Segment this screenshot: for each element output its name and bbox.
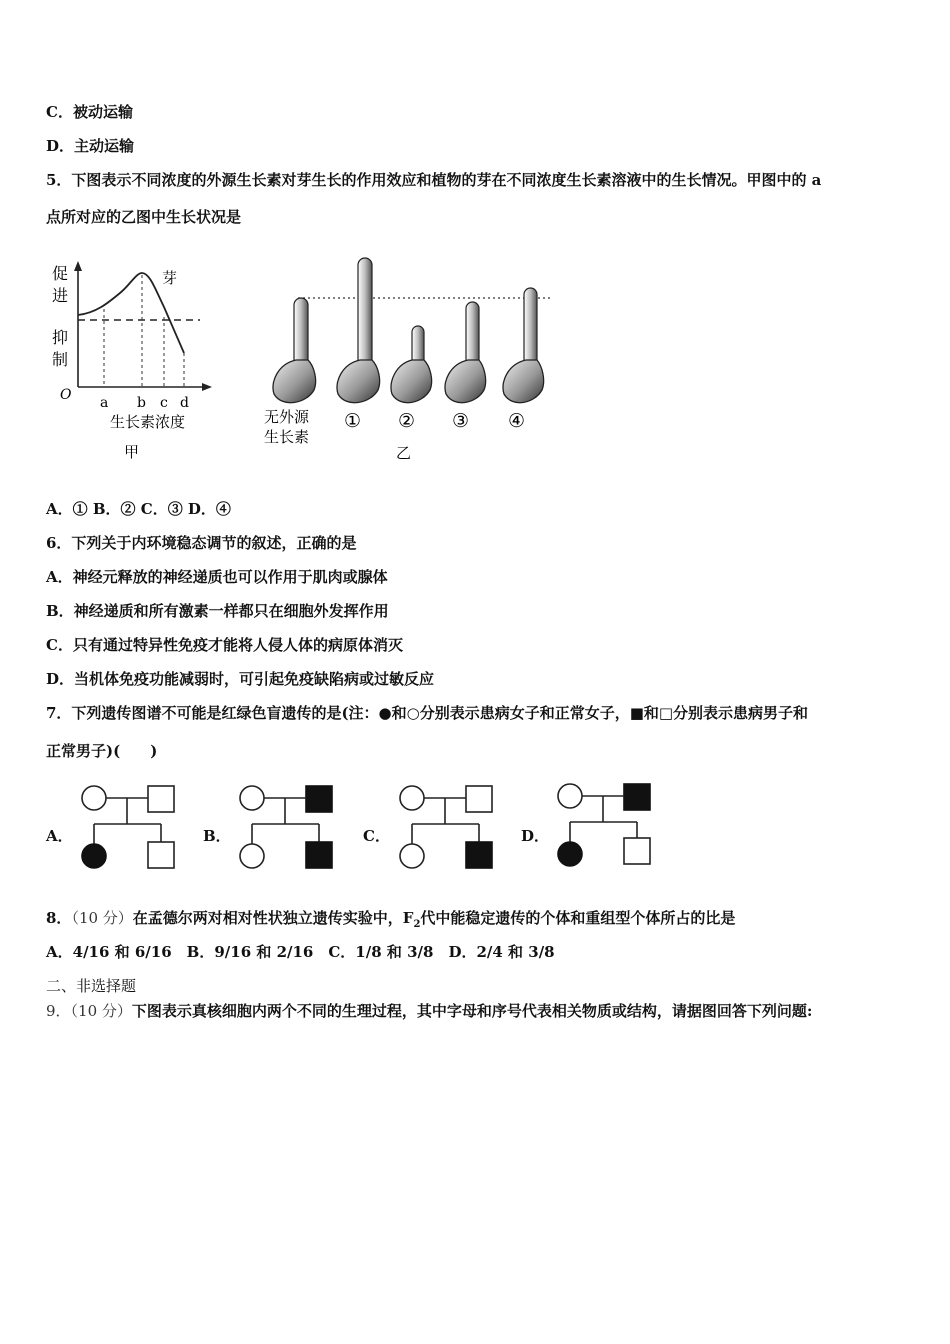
tick-b: b	[137, 395, 146, 411]
pedigree-a	[78, 782, 182, 874]
pedigree-b-label: B．	[203, 827, 231, 845]
seedling-number-3: ③	[452, 410, 470, 432]
q8-stem-post: 代中能稳定遗传的个体和重组型个体所占的比是	[420, 909, 736, 927]
mother-normal-female	[400, 786, 424, 810]
q8-score: （10 分）	[71, 909, 133, 927]
q8-subscript: 2	[413, 919, 421, 930]
figure-jia-caption: 甲	[124, 443, 140, 461]
figure-yi-seedlings	[262, 252, 562, 467]
seedling-control	[273, 298, 316, 403]
seedling-1	[337, 258, 380, 403]
x-axis-arrow	[202, 383, 212, 391]
q6-stem: 6．下列关于内环境稳态调节的叙述，正确的是	[46, 534, 357, 552]
son-normal-male	[148, 842, 174, 868]
q6-option-b: B．神经递质和所有激素一样都只在细胞外发挥作用	[46, 602, 389, 620]
x-axis-label: 生长素浓度	[110, 413, 186, 431]
tick-d: d	[180, 395, 189, 411]
q9-stem	[46, 1001, 812, 1021]
q5-stem-line2: 点所对应的乙图中生长状况是	[46, 208, 242, 226]
y-axis-arrow	[74, 261, 82, 271]
origin-label: O	[60, 387, 72, 403]
q5-options: A．① B．② C．③ D．④	[46, 500, 231, 518]
father-normal-male	[148, 786, 174, 812]
q6-option-d: D．当机体免疫功能减弱时，可引起免疫缺陷病或过敏反应	[46, 670, 435, 688]
pedigree-b	[236, 782, 340, 874]
son-affected-male	[466, 842, 492, 868]
curve-label-bud: 芽	[162, 269, 178, 287]
q6-option-a: A．神经元释放的神经递质也可以作用于肌肉或腺体	[46, 568, 388, 586]
pedigree-c-label: C．	[363, 827, 390, 845]
daughter-affected-female	[82, 844, 106, 868]
q4-option-c: C．被动运输	[46, 103, 133, 121]
seedling-3	[445, 302, 486, 403]
q9-number: 9．	[46, 1002, 71, 1020]
tick-a: a	[100, 395, 109, 411]
control-label-line1: 无外源	[264, 408, 310, 426]
daughter-normal-female	[240, 844, 264, 868]
son-affected-male	[306, 842, 332, 868]
seedling-number-1: ①	[344, 410, 362, 432]
q8-stem	[46, 908, 735, 935]
father-normal-male	[466, 786, 492, 812]
pedigree-c	[396, 782, 500, 874]
mother-normal-female	[82, 786, 106, 810]
pedigree-d	[554, 780, 658, 872]
q5-stem-line1: 5．下图表示不同浓度的外源生长素对芽生长的作用效应和植物的芽在不同浓度生长素溶液中的生长情况。甲图中的 a	[46, 171, 822, 189]
q9-stem-text: 下图表示真核细胞内两个不同的生理过程，其中字母和序号代表相关物质或结构，请据图回答下列问题:	[131, 1002, 813, 1020]
q7-stem-line1: 7．下列遗传图谱不可能是红绿色盲遗传的是(注：●和○分别表示患病女子和正常女子，■和□分别表示患病男子和	[46, 704, 809, 722]
q7-stem-line2: 正常男子)( )	[46, 742, 158, 760]
seedling-2	[391, 326, 432, 403]
figure-jia-graph	[46, 255, 226, 465]
ylabel-inhibit-1: 抑	[52, 328, 69, 347]
control-label-line2: 生长素	[264, 428, 310, 446]
q9-score: （10 分）	[70, 1002, 132, 1020]
q8-number: 8．	[46, 909, 72, 927]
ylabel-inhibit-2: 制	[52, 350, 69, 369]
q8-stem-pre: 在孟德尔两对相对性状独立遗传实验中，F	[132, 909, 414, 927]
pedigree-a-label: A．	[46, 827, 73, 845]
q6-option-c: C．只有通过特异性免疫才能将人侵人体的病原体消灭	[46, 636, 403, 654]
q8-options: A．4/16 和 6/16 B．9/16 和 2/16 C．1/8 和 3/8 D．2/4 和 3/8	[46, 943, 555, 961]
seedling-number-2: ②	[398, 410, 416, 432]
daughter-normal-female	[400, 844, 424, 868]
son-normal-male	[624, 838, 650, 864]
father-affected-male	[306, 786, 332, 812]
seedling-4	[503, 288, 544, 403]
tick-c: c	[160, 395, 168, 411]
father-affected-male	[624, 784, 650, 810]
pedigree-d-label: D．	[521, 827, 550, 845]
mother-normal-female	[240, 786, 264, 810]
ylabel-promote-2: 进	[52, 286, 69, 305]
seedling-number-4: ④	[508, 410, 526, 432]
daughter-affected-female	[558, 842, 582, 866]
mother-normal-female	[558, 784, 582, 808]
figure-yi-caption: 乙	[396, 444, 412, 462]
q4-option-d: D．主动运输	[46, 137, 135, 155]
ylabel-promote-1: 促	[52, 264, 69, 283]
section-2-heading: 二、非选择题	[46, 977, 137, 995]
